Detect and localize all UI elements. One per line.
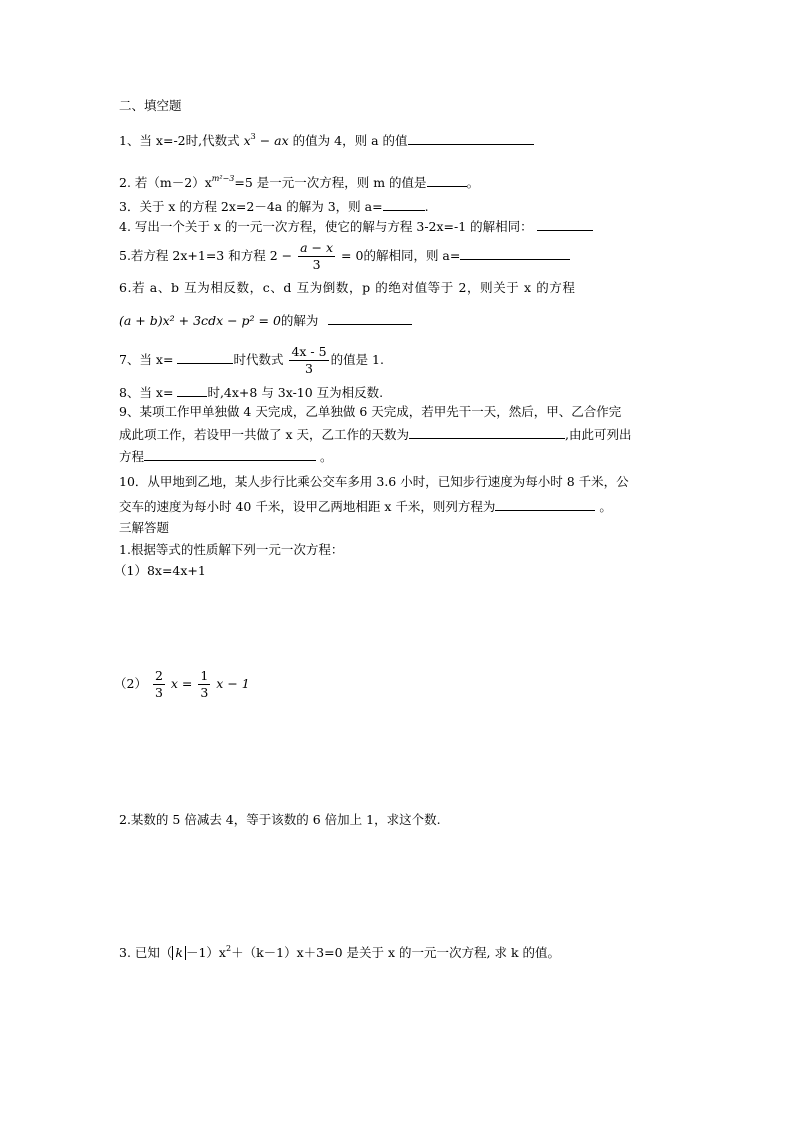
q7-fraction (289, 344, 328, 377)
question-8 (119, 384, 383, 401)
q9-answer-blank-2[interactable] (144, 448, 316, 461)
question-2 (119, 174, 479, 191)
q6-equation: (a + b)x² + 3cdx − p² = 0 (119, 313, 281, 328)
q8-answer-blank[interactable] (177, 384, 207, 397)
problem-2: 2.某数的 5 倍减去 4，等于该数的 6 倍加上 1，求这个数. (119, 812, 441, 827)
q2-exponent: m²−3 (211, 174, 235, 183)
q2-text-a: 2. 若（m－2）x (119, 175, 212, 190)
question-9-line1: 9、某项工作甲单独做 4 天完成，乙单独做 6 天完成，若甲先干一天，然后，甲、乙合作完 (119, 404, 622, 419)
q7-fraction-denominator: 3 (305, 361, 313, 376)
q3-text-b: . (424, 199, 429, 214)
question-9-line3 (119, 448, 333, 465)
p1-sub2-numerator-2: 1 (200, 668, 209, 683)
q9-text-3a: 方程 (119, 449, 145, 464)
question-6-line1: 6.若 a、b 互为相反数，c、d 互为倒数，p 的绝对值等于 2，则关于 x 的方程 (119, 280, 576, 295)
q4-text-a: 4. 写出一个关于 x 的一元一次方程，使它的解与方程 3-2x=-1 的解相同： (119, 219, 533, 234)
q9-answer-blank-1[interactable] (409, 426, 565, 439)
problem-1-sub2 (114, 666, 250, 706)
q5-text-b: 的解相同，则 a= (363, 248, 461, 263)
q5-fraction-denominator: 3 (312, 257, 321, 272)
p3-text-c: ＋（k－1）x＋3=0 是关于 x 的一元一次方程, 求 k 的值。 (231, 945, 560, 960)
q8-text-b: 时,4x+8 与 3x-10 互为相反数. (207, 385, 384, 400)
q3-text-a: 3．关于 x 的方程 2x=2－4a 的解为 3，则 a= (119, 199, 383, 214)
p1-sub2-denominator-2: 3 (200, 685, 209, 700)
p3-text-b: －1）x (185, 945, 226, 960)
q7-text-b: 时代数式 (233, 352, 284, 367)
q2-text-b: =5 是一元一次方程，则 m 的值是 (234, 175, 427, 190)
q4-answer-blank[interactable] (537, 218, 593, 231)
q10-answer-blank[interactable] (495, 498, 595, 511)
q1-text-a: 1、当 x=-2时,代数式 (119, 133, 240, 148)
q10-text-2b: 。 (599, 499, 612, 514)
q1-exponent: 3 (250, 132, 256, 141)
q1-answer-blank[interactable] (408, 132, 534, 145)
question-7 (119, 342, 384, 378)
q7-answer-blank[interactable] (177, 351, 233, 364)
q5-fraction (298, 240, 335, 273)
q1-text-b: 的值为 4，则 a 的值 (292, 133, 408, 148)
question-10-line2 (119, 498, 612, 515)
section-title-solve: 三解答题 (119, 520, 170, 535)
p1-sub2-fraction-1 (153, 668, 165, 701)
q6-answer-blank[interactable] (328, 312, 412, 325)
q5-answer-blank[interactable] (460, 247, 570, 260)
p1-sub2-mid: x = (170, 676, 193, 691)
q5-fraction-numerator: a − x (300, 240, 334, 255)
q2-answer-blank[interactable] (427, 174, 467, 187)
p1-sub2-tail: x − 1 (216, 676, 250, 691)
p3-text-a: 3. 已知（ (119, 945, 173, 960)
question-10-line1: 10．从甲地到乙地，某人步行比乘公交车多用 3.6 小时，已知步行速度为每小时 8 千米，公 (119, 474, 629, 489)
q5-tail: = 0 (341, 248, 364, 263)
p3-absolute-value: k (172, 946, 186, 960)
q7-text-a: 7、当 x= (119, 352, 174, 367)
question-1 (119, 132, 534, 149)
question-6-line2 (119, 312, 412, 329)
q9-text-2a: 成此项工作，若设甲一共做了 x 天，乙工作的天数为 (119, 427, 409, 442)
question-4 (119, 218, 593, 235)
p1-sub2-label: （2） (114, 676, 147, 691)
q1-expr-rest: − ax (255, 133, 289, 148)
q3-answer-blank[interactable] (383, 198, 425, 211)
p1-sub2-fraction-2 (198, 668, 210, 701)
q9-text-2b: ,由此可列出 (565, 427, 632, 442)
p1-sub2-denominator-1: 3 (154, 685, 163, 700)
q5-lead: 2 − (269, 248, 293, 263)
q7-fraction-numerator: 4x - 5 (291, 344, 327, 359)
q5-text-a: 5.若方程 2x+1=3 和方程 (119, 248, 266, 263)
problem-1-title: 1.根据等式的性质解下列一元一次方程： (119, 542, 344, 557)
p3-exponent: 2 (226, 944, 232, 953)
q9-text-3b: 。 (320, 449, 333, 464)
problem-1-sub1: （1）8x=4x+1 (114, 563, 206, 578)
question-3 (119, 198, 429, 215)
q8-text-a: 8、当 x= (119, 385, 174, 400)
p1-sub2-numerator-1: 2 (154, 668, 163, 683)
problem-3 (119, 945, 560, 961)
q6-text-b: 的解为 (280, 313, 319, 328)
section-title-fill-in: 二、填空题 (119, 98, 182, 113)
question-9-line2 (119, 426, 631, 443)
q1-expr-x: x (243, 133, 251, 148)
q2-text-c: 。 (466, 175, 480, 190)
q10-text-2a: 交车的速度为每小时 40 千米，设甲乙两地相距 x 千米，则列方程为 (119, 499, 496, 514)
question-5 (119, 238, 570, 274)
q7-text-c: 的值是 1. (330, 352, 384, 367)
